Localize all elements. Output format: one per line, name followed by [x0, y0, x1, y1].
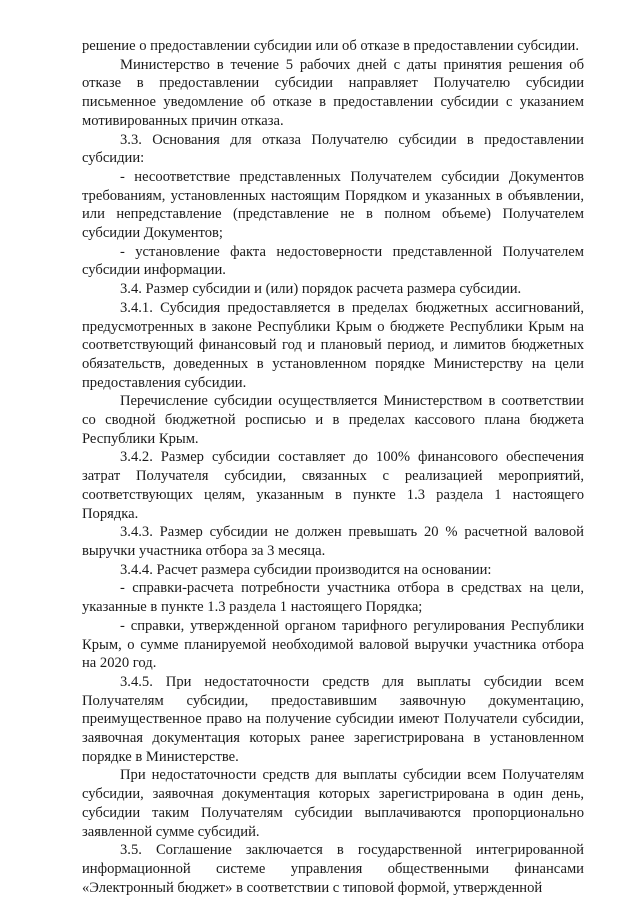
paragraph-3-4-1: 3.4.1. Субсидия предоставляется в пределах бюджетных ассигнований, предусмотренных в законе Республики Крым о бюджете Республики Крым на соответствующий финансовый год и плановый период, и лимитов бюджетных обязательств, доведенных в установленном порядке Министерству на цели предоставления субсидии. — [82, 299, 584, 391]
paragraph-3-5: 3.5. Соглашение заключается в государственной интегрированной информационной системе управления общественными финансами «Электронный бюджет» в соответствии с типовой формой, утвержденной — [82, 842, 584, 896]
paragraph-refusal-notice: Министерство в течение 5 рабочих дней с даты принятия решения об отказе в предоставлении субсидии направляет Получателю субсидии письменное уведомление об отказе в предоставлении субсидии с указанием мотивированных причин отказа. — [82, 56, 584, 129]
paragraph-proportional: При недостаточности средств для выплаты субсидии всем Получателям субсидии, заявочная документация которых зарегистрирована в один день, субсидии таким Получателям субсидии выплачиваются пропорционально заявленной сумме субсидий. — [82, 767, 584, 840]
paragraph-3-4-2: 3.4.2. Размер субсидии составляет до 100% финансового обеспечения затрат Получателя субсидии, связанных с реализацией мероприятий, соответствующих целям, указанным в пункте 1.3 раздела 1 настоящего Порядка. — [82, 449, 584, 522]
paragraph-3-4-4: 3.4.4. Расчет размера субсидии производится на основании: — [120, 561, 492, 578]
paragraph-3-3: 3.3. Основания для отказа Получателю субсидии в предоставлении субсидии: — [82, 131, 584, 167]
list-item-tariff-certificate: - справки, утвержденной органом тарифного регулирования Республики Крым, о сумме планируемой необходимой валовой выручки участника отбора на 2020 год. — [82, 617, 584, 672]
list-item-noncompliance: - несоответствие представленных Получателем субсидии Документов требованиям, установленных настоящим Порядком и указанных в объявлении, или непредставление (представление не в полном объеме) Получателем субсидии Документов; — [82, 168, 584, 242]
list-item-false-info: - установление факта недостоверности представленной Получателем субсидии информации. — [82, 243, 584, 279]
paragraph-3-4: 3.4. Размер субсидии и (или) порядок расчета размера субсидии. — [120, 281, 522, 298]
list-item-calculation-certificate: - справки-расчета потребности участника отбора в средствах на цели, указанные в пункте 1.3 раздела 1 настоящего Порядка; — [82, 580, 584, 616]
document-body — [82, 37, 584, 897]
paragraph-3-4-5: 3.4.5. При недостаточности средств для выплаты субсидии всем Получателям субсидии, предоставившим заявочную документацию, преимущественное право на получение субсидии имеют Получатели субсидии, заявочная документация которых ранее зарегистрирована в установленном порядке в Министерстве. — [82, 673, 584, 765]
paragraph-continuation: решение о предоставлении субсидии или об отказе в предоставлении субсидии. — [82, 38, 579, 54]
paragraph-transfer: Перечисление субсидии осуществляется Министерством в соответствии со сводной бюджетной росписью и в пределах кассового плана бюджета Республики Крым. — [82, 393, 584, 447]
paragraph-3-4-3: 3.4.3. Размер субсидии не должен превышать 20 % расчетной валовой выручки участника отбора за 3 месяца. — [82, 524, 584, 559]
